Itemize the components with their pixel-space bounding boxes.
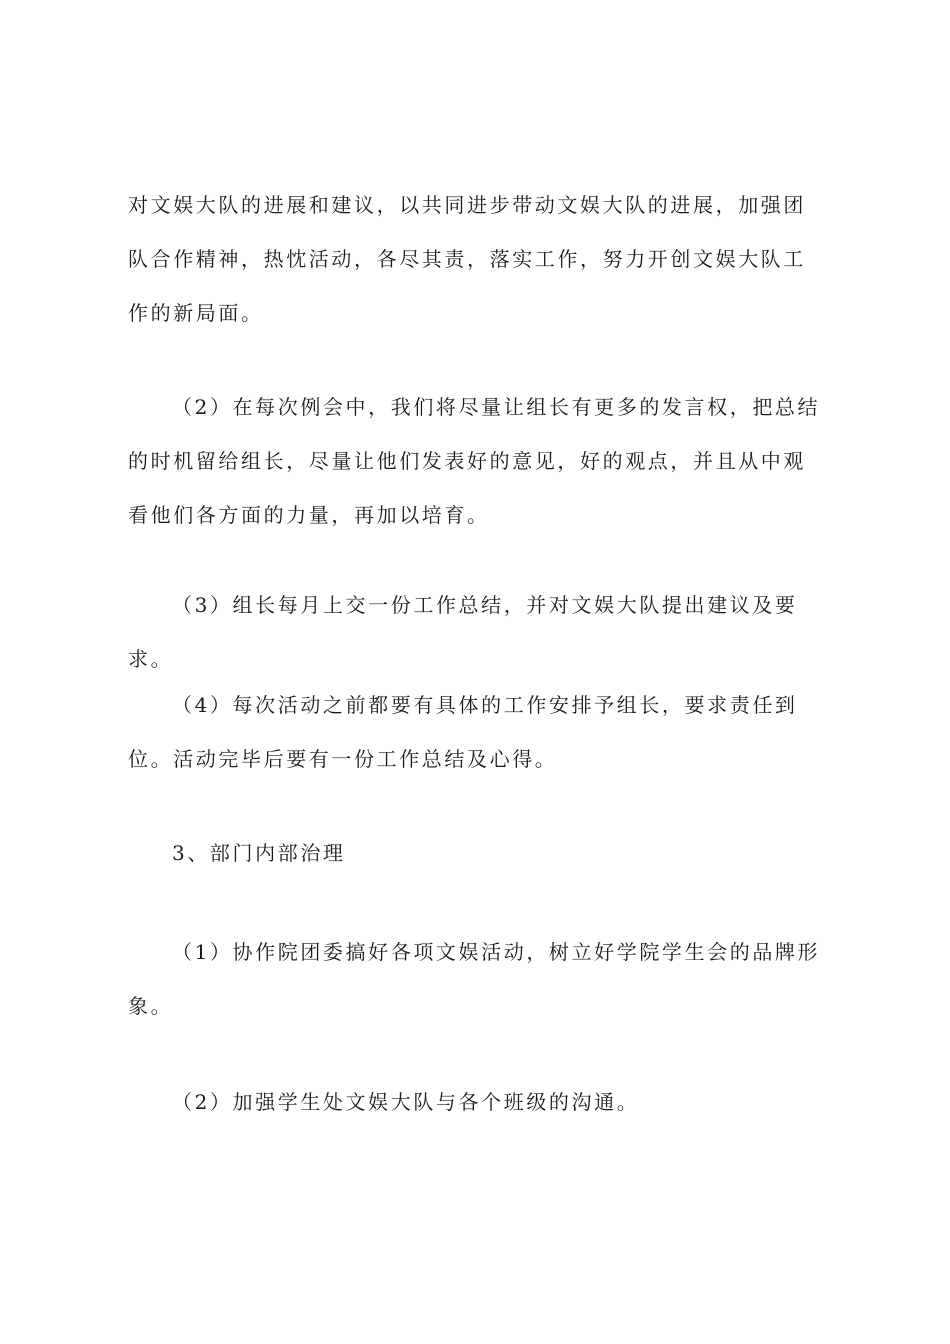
section-heading-3: 3、部门内部治理 <box>172 841 346 865</box>
paragraph-item-2: （2）在每次例会中，我们将尽量让组长有更多的发言权，把总结的时机留给组长，尽量让他们发表好的意见，好的观点，并且从中观看他们各方面的力量，再加以培育。 <box>128 395 821 527</box>
paragraph-item-2-section3: （2）加强学生处文娱大队与各个班级的沟通。 <box>172 1090 640 1114</box>
paragraph-item-1-section3: （1）协作院团委搞好各项文娱活动，树立好学院学生会的品牌形象。 <box>128 940 821 1018</box>
paragraph-item-4: （4）每次活动之前都要有具体的工作安排予组长，要求责任到位。活动完毕后要有一份工作总结及心得。 <box>128 693 798 771</box>
paragraph-item-3: （3）组长每月上交一份工作总结，并对文娱大队提出建议及要求。 <box>128 593 798 671</box>
paragraph-continuation: 对文娱大队的进展和建议，以共同进步带动文娱大队的进展，加强团队合作精神，热忱活动，各尽其责，落实工作，努力开创文娱大队工作的新局面。 <box>128 193 806 325</box>
